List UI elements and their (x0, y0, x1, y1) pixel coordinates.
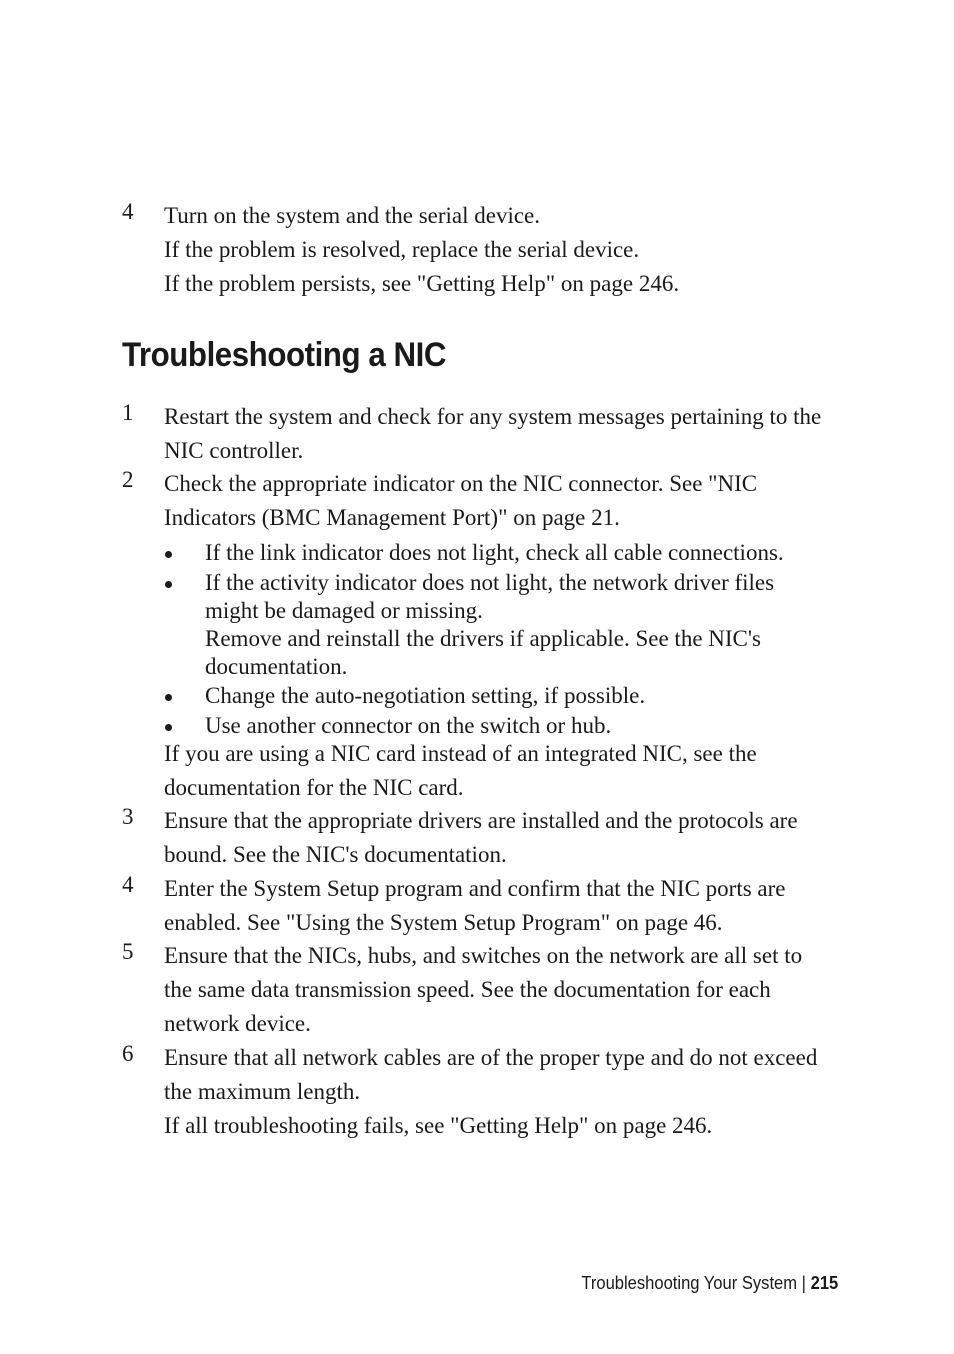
page-number: 215 (810, 1273, 838, 1293)
bullet-icon (165, 551, 172, 558)
step-line: Ensure that all network cables are of the proper type and do not exceed (164, 1045, 818, 1070)
step-line: Check the appropriate indicator on the NIC connector. See "NIC (164, 471, 758, 496)
step-number: 5 (122, 939, 134, 964)
bullet-icon (165, 724, 172, 731)
step-number: 1 (122, 400, 134, 425)
step-line: If the problem is resolved, replace the serial device. (164, 237, 640, 262)
step-line: If the problem persists, see "Getting Help" on page 246. (164, 271, 680, 296)
bullet-icon (165, 694, 172, 701)
bullet-text (205, 682, 645, 710)
footer-separator: | (801, 1273, 806, 1293)
step-number: 6 (122, 1041, 134, 1066)
bullet-text (205, 569, 774, 681)
step-text (164, 467, 854, 535)
step-line: bound. See the NIC's documentation. (164, 842, 507, 867)
step-text (164, 1041, 854, 1143)
bullet-text (205, 539, 784, 567)
step-number: 2 (122, 467, 134, 492)
step-number: 4 (122, 872, 134, 897)
step-text (164, 939, 854, 1041)
footer-chapter: Troubleshooting Your System (581, 1273, 797, 1293)
step-number: 4 (122, 199, 134, 224)
step-line: Turn on the system and the serial device. (164, 203, 541, 228)
step-line: Indicators (BMC Management Port)" on page 21. (164, 505, 620, 530)
note-line: If you are using a NIC card instead of an integrated NIC, see the (164, 741, 757, 766)
bullet-text (205, 712, 611, 740)
step-line: Restart the system and check for any system messages pertaining to the (164, 404, 822, 429)
step-line: If all troubleshooting fails, see "Getting Help" on page 246. (164, 1113, 713, 1138)
note-line: documentation for the NIC card. (164, 775, 464, 800)
step-line: network device. (164, 1011, 311, 1036)
step-text (164, 199, 854, 301)
step-line: enabled. See "Using the System Setup Program" on page 46. (164, 910, 723, 935)
bullet-line: Use another connector on the switch or hub. (205, 713, 612, 738)
step-number: 3 (122, 804, 134, 829)
step-line: Ensure that the appropriate drivers are installed and the protocols are (164, 808, 798, 833)
step-text (164, 804, 854, 872)
step-line: the maximum length. (164, 1079, 361, 1104)
step-line: Enter the System Setup program and confirm that the NIC ports are (164, 876, 786, 901)
step-text (164, 872, 854, 940)
bullet-line: Change the auto-negotiation setting, if possible. (205, 683, 646, 708)
step-line: NIC controller. (164, 438, 304, 463)
bullet-icon (165, 581, 172, 588)
bullet-line: If the link indicator does not light, check all cable connections. (205, 540, 784, 565)
bullet-line: If the activity indicator does not light, the network driver files (205, 570, 775, 595)
bullet-line: might be damaged or missing. (205, 598, 483, 623)
section-heading: Troubleshooting a NIC (122, 336, 446, 374)
bullet-line: Remove and reinstall the drivers if applicable. See the NIC's (205, 626, 761, 651)
step-text (164, 400, 854, 468)
step-line: the same data transmission speed. See the documentation for each (164, 977, 771, 1002)
page-footer (581, 1273, 838, 1294)
bullet-line: documentation. (205, 654, 348, 679)
note-text (164, 737, 854, 805)
step-line: Ensure that the NICs, hubs, and switches on the network are all set to (164, 943, 803, 968)
